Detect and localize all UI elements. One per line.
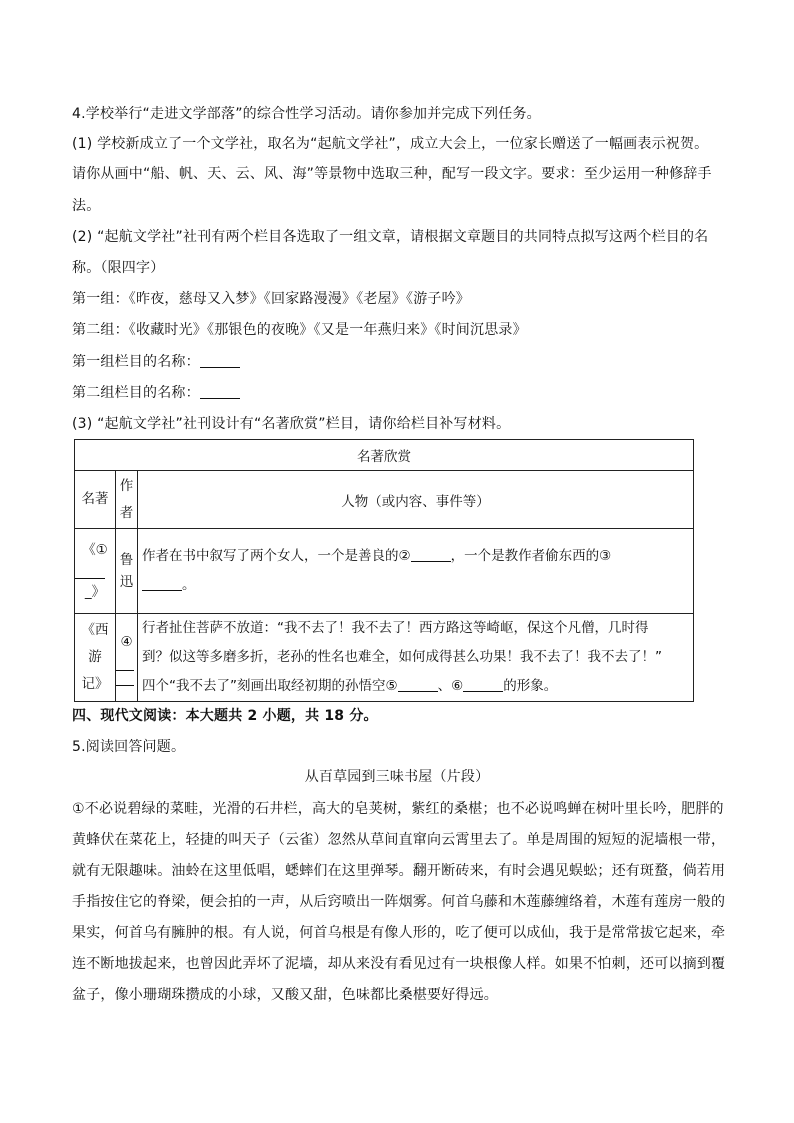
blank-6[interactable] — [463, 677, 503, 692]
row2-content-line1: 行者扯住菩萨不放道：“我不去了！我不去了！西方路这等崎岖，保这个凡僧，几时得 — [142, 620, 649, 636]
col-header-author-2: 者 — [119, 504, 134, 521]
row1-book-blank[interactable] — [75, 564, 115, 579]
question-4-intro: 4.学校举行“走进文学部落”的综合性学习活动。请你参加并完成下列任务。 — [72, 106, 541, 122]
blank-3[interactable] — [142, 576, 182, 591]
group1-name-row — [72, 352, 722, 372]
row2-content — [138, 614, 694, 702]
masterpiece-table — [74, 439, 694, 702]
col-header-author-1: 作 — [119, 477, 134, 494]
col-header-content: 人物（或内容、事件等） — [138, 471, 694, 529]
q4-part1-line3: 法。 — [72, 198, 101, 214]
group2-name-blank[interactable] — [200, 384, 240, 399]
row1-author — [116, 529, 138, 614]
row2-text-b: 、⑥ — [437, 678, 464, 694]
row2-author-1: ④ — [120, 634, 133, 650]
col-header-book: 名著 — [75, 471, 116, 529]
row2-content-line3 — [142, 672, 693, 701]
passage-line: 就有无限趣味。油蛉在这里低唱，蟋蟀们在这里弹琴。翻开断砖来，有时会遇见蜈蚣；还有斑蝥，倘若用 — [72, 863, 726, 879]
row1-text-b: ，一个是教作者偷东西的③ — [450, 548, 612, 564]
passage-line: 果实，何首乌有臃肿的根。有人说，何首乌根是有像人形的，吃了便可以成仙，我于是常常拔它起来，牵 — [72, 925, 726, 941]
row2-content-line2: 到？似这等多磨多折，老孙的性名也难全，如何成得甚么功果！我不去了！我不去了！” — [142, 649, 662, 665]
section-4-heading: 四、现代文阅读：本大题共 2 小题，共 18 分。 — [72, 708, 378, 724]
group2-name-row — [72, 383, 722, 403]
passage-line: 黄蜂伏在菜花上，轻捷的叫天子（云雀）忽然从草间直窜向云霄里去了。单是周围的短短的泥墙根一带， — [72, 832, 726, 848]
group2-name-label: 第二组栏目的名称： — [72, 385, 200, 401]
blank-2[interactable] — [411, 547, 451, 562]
row2-book — [75, 614, 116, 702]
row2-text-a: 四个“我不去了”刻画出取经初期的孙悟空⑤ — [142, 678, 398, 694]
passage-line: ①不必说碧绿的菜畦，光滑的石井栏，高大的皂荚树，紫红的桑椹；也不必说鸣蝉在树叶里长吟，肥胖的 — [72, 801, 724, 817]
row1-book — [75, 529, 116, 614]
row1-book-3: _》 — [84, 583, 106, 600]
row1-text-c: 。 — [182, 577, 196, 593]
table-row — [75, 614, 694, 702]
passage-title: 从百草园到三味书屋（片段） — [304, 769, 490, 785]
row1-book-1: 《① — [82, 541, 108, 558]
table-row — [75, 529, 694, 614]
q4-part3: (3) “起航文学社”社刊设计有“名著欣赏”栏目，请你给栏目补写材料。 — [72, 416, 511, 432]
question-5-intro: 5.阅读回答问题。 — [72, 739, 186, 755]
q4-part2-line2: 称。（限四字） — [72, 260, 165, 276]
q4-part1-line1: (1) 学校新成立了一个文学社，取名为“起航文学社”，成立大会上，一位家长赠送了一幅画表示祝贺。 — [72, 136, 709, 152]
passage-line: 手指按住它的脊梁，便会拍的一声，从后窍喷出一阵烟雾。何首乌藤和木莲藤缠络着，木莲有莲房一般的 — [72, 894, 726, 910]
blank-5[interactable] — [398, 677, 438, 692]
group1-list: 第一组：《昨夜，慈母又入梦》《回家路漫漫》《老屋》《游子吟》 — [72, 291, 470, 307]
row2-text-c: 的形象。 — [503, 678, 558, 694]
row1-author-text: 鲁迅 — [119, 552, 134, 590]
passage-line: 连不断地拔起来，也曾因此弄坏了泥墙，却从来没有看见过有一块根像人样。如果不怕刺，还可以摘到覆 — [72, 956, 726, 972]
row2-author-blank-b[interactable] — [116, 671, 137, 686]
q4-part1-line2: 请你从画中“船、帆、天、云、风、海”等景物中选取三种，配写一段文字。要求：至少运用一种修辞手 — [72, 166, 712, 182]
col-header-author — [116, 471, 138, 529]
group1-name-blank[interactable] — [200, 353, 240, 368]
row2-book-3: 记》 — [81, 676, 109, 692]
row1-content-line1 — [142, 542, 693, 571]
row2-author-blank-a[interactable] — [116, 656, 137, 671]
row2-author — [116, 614, 138, 702]
group1-name-label: 第一组栏目的名称： — [72, 354, 200, 370]
row1-content — [138, 529, 694, 614]
row1-text-a: 作者在书中叙写了两个女人，一个是善良的② — [142, 548, 411, 564]
row2-book-2: 游 — [88, 649, 102, 665]
group2-list: 第二组：《收藏时光》《那银色的夜晚》《又是一年燕归来》《时间沉思录》 — [72, 322, 527, 338]
table-title: 名著欣赏 — [75, 440, 694, 471]
q4-part2-line1: (2) “起航文学社”社刊有两个栏目各选取了一组文章，请根据文章题目的共同特点拟写这两个栏目的名 — [72, 229, 709, 245]
row2-book-1: 《西 — [81, 622, 109, 638]
passage-line: 盆子，像小珊瑚珠攒成的小球，又酸又甜，色味都比桑椹要好得远。 — [72, 987, 498, 1003]
row1-content-line2 — [142, 571, 693, 600]
